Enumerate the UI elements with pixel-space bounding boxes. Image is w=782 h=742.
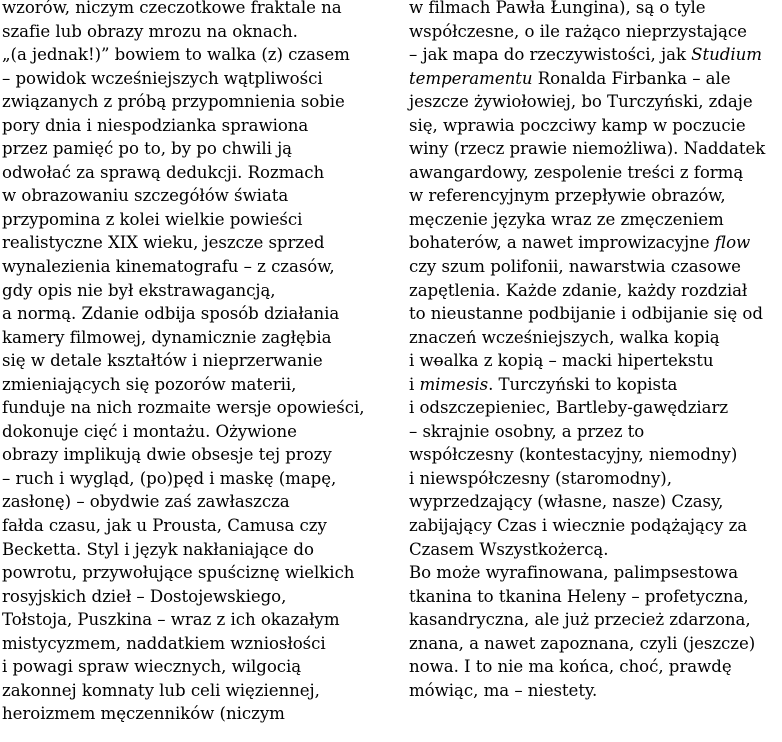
text-line: funduje na nich rozmaite wersje opowieści, [2,398,365,418]
text-line: a normą. Zdanie odbija sposób działania [2,304,340,324]
text-line [409,514,781,538]
text-line [409,231,781,255]
text-segment: czy szum polifonii, nawarstwia czasowe [409,257,741,277]
text-line: kamery filmowej, dynamicznie zagłębia [2,327,332,347]
text-line: obrazy implikują dwie obsesje tej prozy [2,445,332,465]
text-line [409,208,781,232]
text-line: Tołstoja, Puszkina – wraz z ich okazałym [2,610,340,630]
text-line: mistycyzmem, naddatkiem wzniosłości [2,633,326,653]
right-text-column [409,0,781,702]
text-line: zmieniających się pozorów materii, [2,374,297,394]
text-line [409,349,781,373]
text-segment: jeszcze żywiołowiej, bo Turczyński, zdaje [409,92,753,112]
text-line: przez pamięć po to, by po chwili ją [2,139,293,159]
text-line [409,161,781,185]
text-line: odwołać za sprawą dedukcji. Rozmach [2,162,325,182]
text-segment: się, wprawia poczciwy kamp w poczucie [409,115,746,135]
text-line: pory dnia i niespodzianka sprawiona [2,115,309,135]
text-segment: – jak mapa do rzeczywistości, jak [409,45,692,65]
text-line: szafie lub obrazy mrozu na oknach. [2,21,298,41]
text-segment: bohaterów, a nawet improwizacyjne [409,233,715,253]
text-line [409,137,781,161]
text-line [409,655,781,679]
text-line: dokonuje cięć i montażu. Ożywione [2,421,297,441]
text-line [409,255,781,279]
text-line [409,585,781,609]
text-segment: – skrajnie osobny, a przez to [409,421,645,441]
text-line: – powidok wcześniejszych wątpliwości [2,68,323,88]
text-segment: znaczeń wcześniejszych, walka kopią [409,327,720,347]
text-segment: i [409,374,420,394]
italic-text: temperamentu [409,68,533,88]
text-segment: w referencyjnym przepływie obrazów, [409,186,726,206]
text-line [409,443,781,467]
text-segment: tkanina to tkanina Heleny – profetyczna, [409,586,749,606]
italic-text: flow [714,233,751,253]
italic-text: mimesis [419,374,489,394]
text-line [409,43,781,67]
text-line: zasłonę) – obydwie zaś zawłaszcza [2,492,290,512]
text-line [409,467,781,491]
text-line: – ruch i wygląd, (po)pęd i maskę (mapę, [2,468,337,488]
text-segment: Czasem Wszystkożercą. [409,539,609,559]
text-line: i powagi spraw wiecznych, wilgocią [2,657,302,677]
text-line [409,0,781,20]
text-line [409,490,781,514]
text-line [409,679,781,703]
text-line [409,279,781,303]
text-line: wynalezienia kinematografu – z czasów, [2,257,335,277]
text-line [409,20,781,44]
text-segment: i odszczepieniec, Bartleby-gawędziarz [409,398,729,418]
text-segment: i wo̶alka z kopią – macki hipertekstu [409,351,714,371]
text-segment: mówiąc, ma – niestety. [409,680,598,700]
text-segment: wyprzedzający (własne, nasze) Czasy, [409,492,724,512]
text-segment: znana, a nawet zapoznana, czyli (jeszcze) [409,633,756,653]
text-line [409,67,781,91]
text-segment: kasandryczna, ale już przecież zdarzona, [409,610,751,630]
text-segment: i niewspółczesny (staromodny), [409,468,672,488]
text-segment: winy (rzecz prawie niemożliwa). Naddatek [409,139,766,159]
text-line [409,114,781,138]
text-segment: współczesne, o ile rażąco nieprzystające [409,21,747,41]
text-line: Becketta. Styl i język nakłaniające do [2,539,314,559]
text-line: zakonnej komnaty lub celi więziennej, [2,680,320,700]
text-segment: Bo może wyrafinowana, palimpsestowa [409,563,739,583]
text-segment: zapętlenia. Każde zdanie, każdy rozdział [409,280,748,300]
text-line: gdy opis nie był ekstrawagancją, [2,280,276,300]
text-line [409,608,781,632]
text-line: heroizmem męczenników (niczym [2,704,285,724]
text-segment: . Turczyński to kopista [488,374,678,394]
text-line [409,184,781,208]
text-line [409,396,781,420]
text-segment: współczesny (kontestacyjny, niemodny) [409,445,738,465]
text-line: związanych z próbą przypomnienia sobie [2,92,345,112]
text-line: rosyjskich dzieł – Dostojewskiego, [2,586,287,606]
text-segment: zabijający Czas i wiecznie podążający za [409,516,748,536]
left-text-column [2,0,394,726]
text-line: się w detale kształtów i nieprzerwanie [2,351,323,371]
text-segment: Ronalda Firbanka – ale [532,68,731,88]
text-segment: nowa. I to nie ma końca, choć, prawdę [409,657,732,677]
text-line [409,538,781,562]
text-line [409,373,781,397]
text-line: wzorów, niczym czeczotkowe fraktale na [2,0,342,17]
text-line [409,632,781,656]
text-segment: awangardowy, zespolenie treści z formą [409,162,744,182]
text-line: powrotu, przywołujące spuściznę wielkich [2,563,355,583]
text-line [409,326,781,350]
text-segment: to nieustanne podbijanie i odbijanie się od [409,304,763,324]
text-segment: w filmach Pawła Łungina), są o tyle [409,0,706,17]
text-line: fałda czasu, jak u Prousta, Camusa czy [2,516,327,536]
text-line: w obrazowaniu szczegółów świata [2,186,289,206]
text-line [409,561,781,585]
text-line [409,420,781,444]
text-line [409,302,781,326]
italic-text: Studium [691,45,762,65]
text-line [409,90,781,114]
text-segment: męczenie języka wraz ze zmęczeniem [409,209,724,229]
text-line: realistyczne XIX wieku, jeszcze sprzed [2,233,325,253]
text-line: przypomina z kolei wielkie powieści [2,209,303,229]
text-line: „(a jednak!)” bowiem to walka (z) czasem [2,45,350,65]
